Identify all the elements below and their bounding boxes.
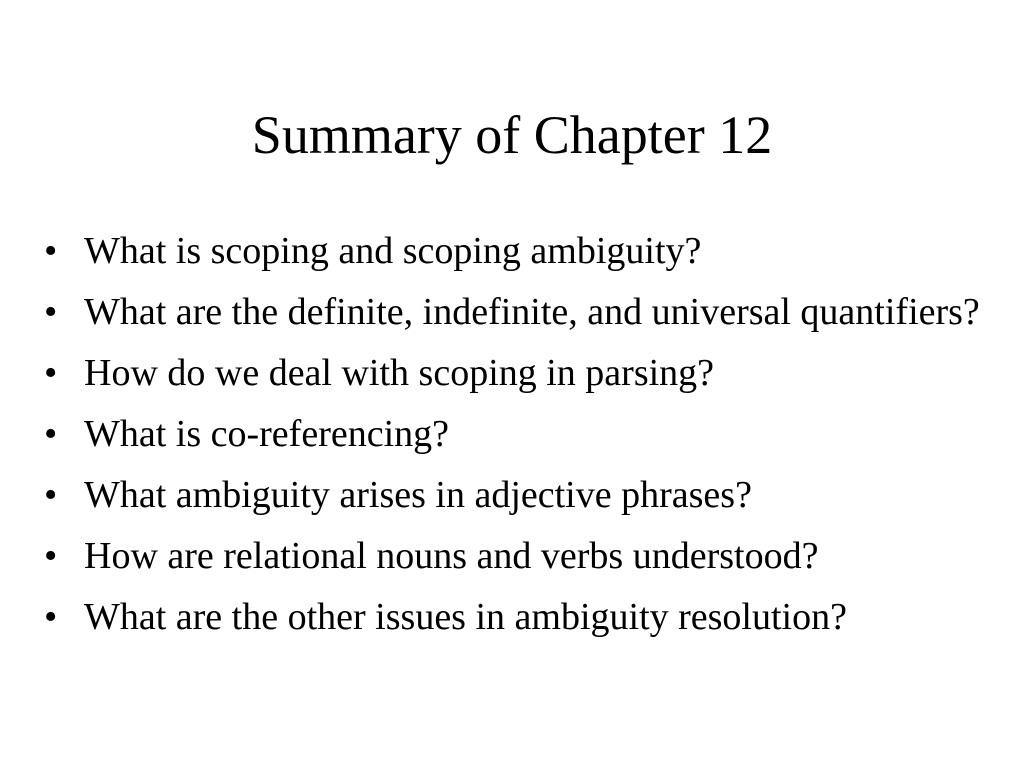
bullet-text: What is co-referencing? [84, 413, 450, 455]
bullet-dot-icon: • [44, 291, 58, 333]
bullet-list [40, 226, 990, 653]
bullet-dot-icon: • [44, 474, 58, 516]
bullet-item-1 [40, 226, 990, 276]
bullet-text: What is scoping and scoping ambiguity? [84, 230, 702, 272]
bullet-dot-icon: • [44, 352, 58, 394]
bullet-text: What are the definite, indefinite, and universal quantifiers? [84, 291, 980, 333]
bullet-item-6 [40, 531, 990, 581]
bullet-text: What are the other issues in ambiguity resolution? [84, 596, 847, 638]
bullet-item-2 [40, 287, 990, 337]
bullet-dot-icon: • [44, 230, 58, 272]
bullet-text: How are relational nouns and verbs understood? [84, 535, 819, 577]
bullet-dot-icon: • [44, 596, 58, 638]
bullet-dot-icon: • [44, 413, 58, 455]
bullet-text: What ambiguity arises in adjective phrases? [84, 474, 752, 516]
bullet-dot-icon: • [44, 535, 58, 577]
bullet-item-3 [40, 348, 990, 398]
bullet-item-5 [40, 470, 990, 520]
slide-title: Summary of Chapter 12 [251, 105, 773, 165]
bullet-item-7 [40, 592, 990, 642]
bullet-item-4 [40, 409, 990, 459]
bullet-text: How do we deal with scoping in parsing? [84, 352, 715, 394]
